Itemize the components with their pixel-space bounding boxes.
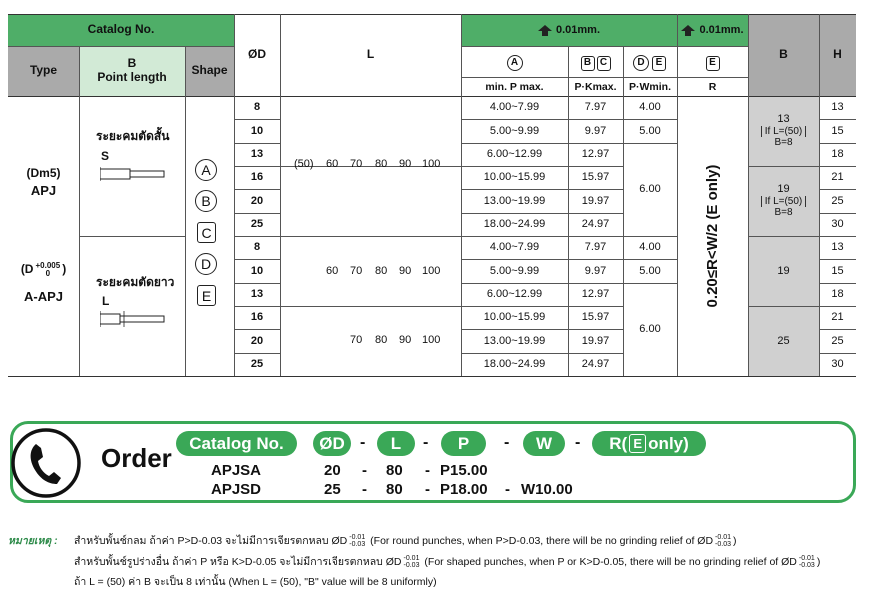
- kmax-cell: 24.97: [581, 357, 610, 370]
- note-2: สำหรับพั้นช์รูปร่างอื่น ถ้าค่า P หรือ K>D-0.05 จะไม่มีการเจียรตกหลบ ØD -0.01 -0.03 (For shaped punches, when P or K>D-0.05, there will be no grinding relief of ØD -0.01 -0.03 ): [74, 555, 821, 570]
- up-arrow-icon: [538, 25, 552, 36]
- od-cell: 16: [250, 311, 264, 324]
- od-cell: 10: [250, 124, 264, 137]
- shape-e: E: [197, 285, 216, 306]
- l-set-2: 60 70 80 90 100: [326, 265, 441, 277]
- wmin-cell: 4.00: [639, 241, 661, 254]
- b-group-2: 19 If L=(50) B=8: [748, 176, 819, 226]
- dash-3: -: [504, 434, 510, 451]
- p-range-cell: 5.00~9.99: [489, 264, 540, 277]
- catalog-no-header: Catalog No.: [8, 14, 234, 46]
- l-header: L: [366, 47, 375, 62]
- od-cell: 25: [250, 217, 264, 230]
- shape-header: Shape: [185, 46, 234, 96]
- h-cell: 21: [831, 171, 844, 184]
- od-cell: 13: [250, 148, 264, 160]
- h-header: H: [819, 14, 856, 96]
- pill-w: W: [523, 431, 565, 456]
- ex2-dash1: -: [362, 481, 367, 498]
- long-punch-icon: [100, 307, 168, 329]
- kmax-cell: 12.97: [581, 148, 610, 160]
- dash-2: -: [423, 434, 429, 451]
- h-cell: 25: [831, 194, 844, 207]
- b-group-4: 25: [777, 334, 790, 347]
- notes-label: หมายเหตุ :: [8, 535, 58, 547]
- ex2-dash3: -: [505, 481, 510, 498]
- p-range-cell: 10.00~15.99: [483, 311, 546, 324]
- od-cell: 25: [250, 357, 264, 370]
- shape-d: D: [195, 253, 217, 275]
- pill-catalog: Catalog No.: [176, 431, 297, 456]
- ex1-l: 80: [386, 462, 403, 479]
- p-range-cell: 10.00~15.99: [483, 171, 546, 184]
- kmax-cell: 9.97: [584, 124, 607, 137]
- b-group-3: 19: [777, 264, 790, 277]
- tolerance-header-2: [677, 14, 748, 46]
- pill-p: P: [441, 431, 486, 456]
- h-cell: 13: [831, 101, 844, 114]
- h-cell: 15: [831, 264, 844, 277]
- type-header: Type: [8, 46, 79, 96]
- shape-e-header: E: [677, 50, 748, 76]
- l-set-1: (50) 60 70 80 90 100: [294, 158, 441, 170]
- r-header: R: [708, 80, 717, 93]
- od-header: ØD: [248, 47, 266, 62]
- p-range-cell: 18.00~24.99: [483, 217, 546, 230]
- h-cell: 30: [831, 217, 844, 230]
- ex2-catalog: APJSD: [211, 481, 262, 498]
- p-range-cell: 5.00~9.99: [489, 124, 540, 137]
- h-cell: 30: [831, 357, 844, 370]
- od-cell: 16: [250, 171, 264, 184]
- od-cell: 8: [253, 241, 261, 254]
- dash-4: -: [575, 434, 581, 451]
- h-cell: 18: [831, 287, 844, 300]
- type-apj: APJ: [30, 182, 57, 198]
- ex2-dash2: -: [425, 481, 430, 498]
- d-tolerance: (D +0.005 0 ): [20, 261, 67, 278]
- od-cell: 8: [253, 101, 261, 114]
- ex1-dash1: -: [362, 462, 367, 479]
- ex2-w: W10.00: [521, 481, 573, 498]
- kmax-cell: 15.97: [581, 311, 610, 324]
- p-wmin-header: P·Wmin.: [629, 80, 671, 93]
- ex1-d: 20: [324, 462, 341, 479]
- ex1-catalog: APJSA: [211, 462, 262, 479]
- ex1-dash2: -: [425, 462, 430, 479]
- pill-l: L: [377, 431, 415, 456]
- point-length-header: B Point length: [79, 46, 185, 96]
- kmax-cell: 15.97: [581, 171, 610, 184]
- r-formula: 0.20≤R<W/2 (E only): [703, 164, 721, 308]
- p-range-cell: 4.00~7.99: [489, 241, 540, 254]
- h-cell: 21: [831, 311, 844, 324]
- note-1: สำหรับพั้นช์กลม ถ้าค่า P>D-0.03 จะไม่มีการเจียรตกหลบ ØD -0.01 -0.03 (For round punches, when P>D-0.03, there will be no grinding relief of ØD -0.01 -0.03 ): [74, 534, 737, 549]
- shape-bc-header: B C: [568, 50, 623, 76]
- shape-a: A: [195, 159, 217, 181]
- l-set-3: 70 80 90 100: [350, 334, 441, 346]
- short-point-label: ระยะคมตัดสั้น: [96, 129, 170, 143]
- tolerance-label-2: 0.01mm.: [699, 23, 744, 36]
- p-range-cell: 6.00~12.99: [486, 287, 543, 300]
- kmax-cell: 12.97: [581, 287, 610, 300]
- shape-b: B: [195, 190, 217, 212]
- p-kmax-header: P·Kmax.: [574, 80, 617, 93]
- h-cell: 25: [831, 334, 844, 347]
- p-range-cell: 4.00~7.99: [489, 101, 540, 114]
- b-group-1: 13 If L=(50) B=8: [748, 106, 819, 156]
- order-title: Order: [101, 443, 172, 473]
- w-merged-2: 6.00: [639, 323, 661, 336]
- p-range-cell: 13.00~19.99: [483, 194, 546, 207]
- kmax-cell: 19.97: [581, 334, 610, 347]
- up-arrow-icon: [681, 25, 695, 36]
- long-point-letter: L: [102, 294, 110, 308]
- type-dm5: (Dm5): [26, 166, 61, 181]
- dash-1: -: [360, 434, 366, 451]
- h-cell: 15: [831, 124, 844, 137]
- kmax-cell: 19.97: [581, 194, 610, 207]
- ex2-p: P18.00: [440, 481, 488, 498]
- short-point-letter: S: [101, 149, 110, 163]
- kmax-cell: 9.97: [584, 264, 607, 277]
- w-merged-1: 6.00: [639, 183, 661, 196]
- pill-r: R( E only): [592, 431, 706, 456]
- min-p-max-header: min. P max.: [485, 80, 544, 93]
- h-cell: 18: [831, 148, 844, 160]
- phone-icon: [9, 426, 83, 500]
- note-3: ถ้า L = (50) ค่า B จะเป็น 8 เท่านั้น (When L = (50), "B" value will be 8 uniformly): [74, 576, 437, 588]
- wmin-cell: 5.00: [639, 124, 661, 137]
- shape-de-header: D E: [623, 50, 677, 76]
- short-punch-icon: [100, 163, 168, 183]
- p-range-cell: 13.00~19.99: [483, 334, 546, 347]
- long-point-label: ระยะคมตัดยาว: [96, 275, 175, 289]
- tolerance-header-1: [461, 14, 677, 46]
- ex2-d: 25: [324, 481, 341, 498]
- p-range-cell: 6.00~12.99: [486, 148, 543, 160]
- kmax-cell: 7.97: [584, 101, 607, 114]
- od-cell: 20: [250, 194, 264, 207]
- wmin-cell: 4.00: [639, 101, 661, 114]
- od-cell: 13: [250, 287, 264, 300]
- od-cell: 20: [250, 334, 264, 347]
- shape-c: C: [197, 222, 216, 243]
- h-cell: 13: [831, 241, 844, 254]
- shape-a-header: A: [461, 50, 568, 76]
- b-header: B: [748, 14, 819, 96]
- tolerance-label-1: 0.01mm.: [555, 23, 601, 36]
- od-cell: 10: [250, 264, 264, 277]
- ex1-p: P15.00: [440, 462, 488, 479]
- ex2-l: 80: [386, 481, 403, 498]
- kmax-cell: 7.97: [584, 241, 607, 254]
- kmax-cell: 24.97: [581, 217, 610, 230]
- wmin-cell: 5.00: [639, 264, 661, 277]
- pill-od: ØD: [313, 431, 351, 456]
- type-a-apj: A-APJ: [23, 288, 63, 304]
- p-range-cell: 18.00~24.99: [483, 357, 546, 370]
